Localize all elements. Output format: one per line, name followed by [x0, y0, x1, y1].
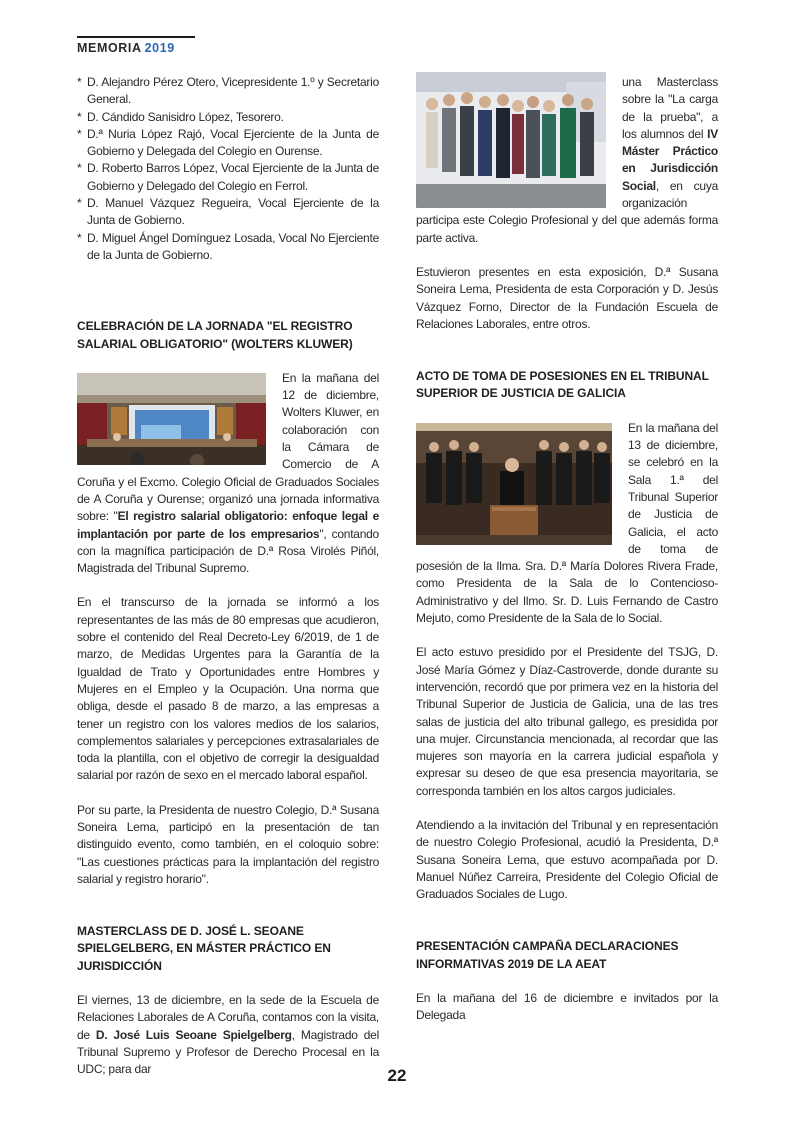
paragraph-text: , en cuya organización participa este Colegio Profesional y del que además forma parte activa.: [416, 178, 718, 245]
list-item-text: D. Alejandro Pérez Otero, Vicepresidente 1.º y Secretario General.: [87, 75, 379, 107]
board-member-list: [77, 74, 379, 264]
section-paragraph: [416, 420, 718, 628]
ceremony-photo: [416, 423, 612, 545]
list-item: [77, 230, 379, 265]
list-marker: *: [77, 75, 82, 89]
paragraph-text: El viernes, 13 de diciembre, en la sede de la Escuela de Relaciones Laborales de A Coruña, contamos con la visita, de: [77, 993, 379, 1042]
section-paragraph: Atendiendo a la invitación del Tribunal y en representación de nuestro Colegio Profesional, acudió la Presidenta, D.ª Susana Soneira Lema, que estuvo acompañada por D. Manuel Núñez Carreira, Presidente del Colegio Oficial de Graduados Sociales de Lugo.: [416, 817, 718, 902]
list-item: [77, 160, 379, 195]
header-rule: [77, 36, 195, 38]
list-marker: *: [77, 230, 82, 245]
section-paragraph: En el transcurso de la jornada se informó a los representantes de las más de 80 empresas que acudieron, sobre el contenido del Real Decreto-Ley 6/2019, de 1 de marzo, de Medidas Urgentes para la Garantía de la Igualdad de Trato y Oportunidades entre Hombres y Mujeres en el Empleo y la Ocupación. Una norma que obliga, desde el pasado 8 de marzo, a las empresas a tener un registro con los valores medios de los salarios, complementos salariales y percepciones extrasalariales de toda la plantilla, con el objetivo de corregir la desigualdad salarial por razón de sexo en el mercado laboral español.: [77, 595, 379, 783]
paragraph-text: ", contando con la magnífica participación de D.ª Rosa Virolés Piñól, Magistrada del Tribunal Supremo.: [77, 526, 379, 576]
conference-photo: [77, 373, 266, 465]
section-paragraph: [416, 74, 718, 247]
list-item: [77, 74, 379, 109]
list-item: [77, 195, 379, 230]
section-heading-aeat: PRESENTACIÓN CAMPAÑA DECLARACIONES INFORMATIVAS 2019 DE LA AEAT: [416, 939, 679, 971]
jornada-title: El registro salarial obligatorio: enfoque legal e implantación por parte de los empresarios: [77, 509, 380, 541]
section-paragraph: En la mañana del 16 de diciembre e invitados por la Delegada: [416, 991, 718, 1023]
list-marker: *: [77, 126, 82, 141]
section-paragraph: Estuvieron presentes en esta exposición, D.ª Susana Soneira Lema, Presidenta de esta Corporación y D. Jesús Vázquez Forno, Director de la Fundación Escuela de Relaciones Laborales, entre otros.: [416, 264, 718, 331]
section-gap: [416, 920, 718, 938]
running-header: [77, 36, 195, 55]
list-item-text: D.ª Nuria López Rajó, Vocal Ejerciente de la Junta de Gobierno y Delegada del Colegio en Ourense.: [87, 126, 379, 159]
list-item: [77, 109, 379, 126]
list-item-text: D. Manuel Vázquez Regueira, Vocal Ejerciente de la Junta de Gobierno.: [87, 196, 379, 228]
paragraph-text: En la mañana del 12 de diciembre, Wolters Kluwer, en colaboración con la Cámara de Comercio de A Coruña y el Excmo. Colegio Oficial de Graduados Sociales de A Coruña y Ourense; organizó una jornada informativa sobre: ": [77, 370, 379, 524]
master-name: IV Máster Práctico en Jurisdicción Social: [622, 126, 718, 193]
paragraph-text: una Masterclass sobre la "La carga de la prueba", a los alumnos del: [622, 75, 718, 141]
speaker-name: D. José Luis Seoane Spielgelberg: [95, 1027, 292, 1042]
section-paragraph: Por su parte, la Presidenta de nuestro Colegio, D.ª Susana Soneira Lema, participó en la presentación de tan distinguido evento, como también, en el coloquio sobre: "Las cuestiones prácticas para la implantación del registro salarial y registro horario".: [77, 802, 379, 886]
page-number: 22: [387, 1066, 407, 1085]
paragraph-text: En la mañana del 13 de diciembre, se celebró en la Sala 1.ª del Tribunal Superior de Justicia de Galicia, el acto de toma de posesión de la Ilma. Sra. D.ª María Dolores Rivera Frade, como Presidenta de la Sala de lo Contencioso-Administrativo y del Ilmo. Sr. D. Luis Fernando de Castro Mejuto, como Presidente de la Sala de lo Social.: [416, 420, 718, 626]
section-heading-masterclass: MASTERCLASS DE D. JOSÉ L. SEOANE SPIELGELBERG, EN MÁSTER PRÁCTICO EN JURISDICCIÓN: [77, 924, 331, 973]
list-item-text: D. Roberto Barros López, Vocal Ejerciente de la Junta de Gobierno y Delegado del Colegio en Ferrol.: [87, 161, 379, 193]
paragraph-text: , Magistrado del Tribunal Supremo y Profesor de Derecho Procesal en la UDC; para dar: [77, 1027, 379, 1077]
group-photo: [416, 72, 606, 208]
left-column: [77, 74, 379, 1079]
list-item-text: D. Cándido Sanisidro López, Tesorero.: [87, 109, 284, 124]
header-year: 2019: [144, 41, 175, 55]
list-item-text: D. Miguel Ángel Domínguez Losada, Vocal No Ejerciente de la Junta de Gobierno.: [87, 230, 379, 262]
section-gap: [416, 350, 718, 368]
section-heading-registro-salarial: CELEBRACIÓN DE LA JORNADA "EL REGISTRO SALARIAL OBLIGATORIO" (WOLTERS KLUWER): [77, 319, 353, 351]
header-memoria: MEMORIA: [77, 41, 142, 55]
list-marker: *: [77, 196, 82, 211]
section-heading-toma-posesion: ACTO DE TOMA DE POSESIONES EN EL TRIBUNAL SUPERIOR DE JUSTICIA DE GALICIA: [416, 369, 709, 401]
section-paragraph: [77, 370, 379, 578]
right-column: [416, 74, 718, 1042]
list-marker: *: [77, 109, 82, 124]
list-item: [77, 126, 379, 161]
list-marker: *: [77, 161, 82, 176]
header-title: [77, 41, 195, 55]
section-gap: [77, 905, 379, 923]
section-paragraph: El acto estuvo presidido por el Presidente del TSJG, D. José María Gómez y Díaz-Castroverde, donde durante su intervención, recordó que por primera vez en la historia del Tribunal Superior de Justicia de Galicia, una de las tres salas de justicia del alto tribunal gallego, es presidida por una mujer. Circunstancia mencionada, al recordar que las mujeres son mayoría en la carrera judicial española y expresar su deseo de que esa presencia mayoritaria, se corresponda también en los altos cargos judiciales.: [416, 645, 718, 798]
